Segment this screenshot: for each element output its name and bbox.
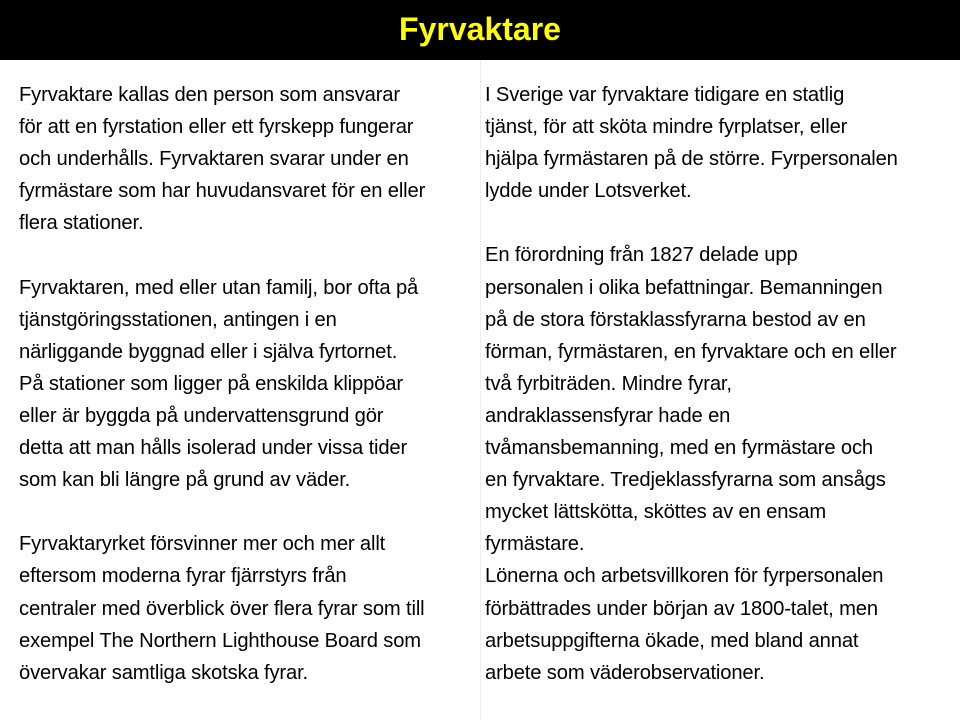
text-line: detta att man hålls isolerad under vissa tider [19, 437, 408, 460]
text-line: lydde under Lotsverket. [485, 180, 692, 203]
text-line: flera stationer. [19, 212, 144, 235]
text-line: fyrmästare. [485, 533, 585, 556]
text-line: arbetsuppgifterna ökade, med bland annat [485, 629, 859, 652]
text-line: På stationer som ligger på enskilda klippöar [19, 372, 403, 395]
right-paragraph-2 [485, 239, 947, 560]
left-paragraph-2 [19, 272, 474, 497]
text-line: förman, fyrmästaren, en fyrvaktare och en eller [485, 340, 897, 363]
text-line: arbete som väderobservationer. [485, 661, 765, 684]
text-line: förbättrades under början av 1800-talet, men [485, 597, 878, 620]
text-line: centraler med överblick över flera fyrar som till [19, 597, 425, 620]
text-line: I Sverige var fyrvaktare tidigare en statlig [485, 84, 845, 106]
left-column [19, 79, 474, 689]
text-line: som kan bli längre på grund av väder. [19, 469, 351, 492]
text-line: övervakar samtliga skotska fyrar. [19, 661, 308, 684]
text-line: mycket lättskötta, sköttes av en ensam [485, 501, 826, 524]
text-line: en fyrvaktare. Tredjeklassfyrarna som ansågs [485, 469, 886, 492]
text-line: Fyrvaktare kallas den person som ansvarar [19, 84, 400, 106]
paragraph-gap [485, 207, 947, 239]
right-paragraph-1 [485, 79, 947, 207]
text-line: exempel The Northern Lighthouse Board som [19, 629, 421, 652]
text-line: eftersom moderna fyrar fjärrstyrs från [19, 565, 347, 588]
right-column [485, 79, 947, 689]
paragraph-gap [19, 496, 474, 528]
text-line: hjälpa fyrmästaren på de större. Fyrpersonalen [485, 148, 898, 171]
text-line: personalen i olika befattningar. Bemanningen [485, 276, 883, 299]
left-paragraph-1 [19, 79, 474, 239]
text-line: och underhålls. Fyrvaktaren svarar under en [19, 148, 409, 171]
text-line: tjänstgöringsstationen, antingen i en [19, 308, 337, 331]
text-line: för att en fyrstation eller ett fyrskepp fungerar [19, 116, 414, 139]
right-paragraph-3 [485, 560, 947, 688]
text-line: En förordning från 1827 delade upp [485, 244, 798, 267]
text-line: Fyrvaktaryrket försvinner mer och mer allt [19, 533, 386, 556]
column-divider [480, 60, 481, 720]
left-paragraph-3 [19, 528, 474, 688]
text-line: två fyrbiträden. Mindre fyrar, [485, 372, 732, 395]
text-line: tvåmansbemanning, med en fyrmästare och [485, 437, 874, 460]
title-bar [0, 0, 960, 60]
text-line: andraklassensfyrar hade en [485, 404, 731, 427]
slide-title: Fyrvaktare [399, 11, 561, 47]
text-line: på de stora förstaklassfyrarna bestod av en [485, 308, 866, 331]
text-line: tjänst, för att sköta mindre fyrplatser, eller [485, 116, 848, 139]
paragraph-gap [19, 239, 474, 271]
text-line: Fyrvaktaren, med eller utan familj, bor ofta på [19, 276, 419, 299]
text-line: fyrmästare som har huvudansvaret för en eller [19, 180, 426, 203]
text-line: eller är byggda på undervattensgrund gör [19, 404, 384, 427]
text-line: Lönerna och arbetsvillkoren för fyrpersonalen [485, 565, 884, 588]
text-line: närliggande byggnad eller i själva fyrtornet. [19, 340, 398, 363]
